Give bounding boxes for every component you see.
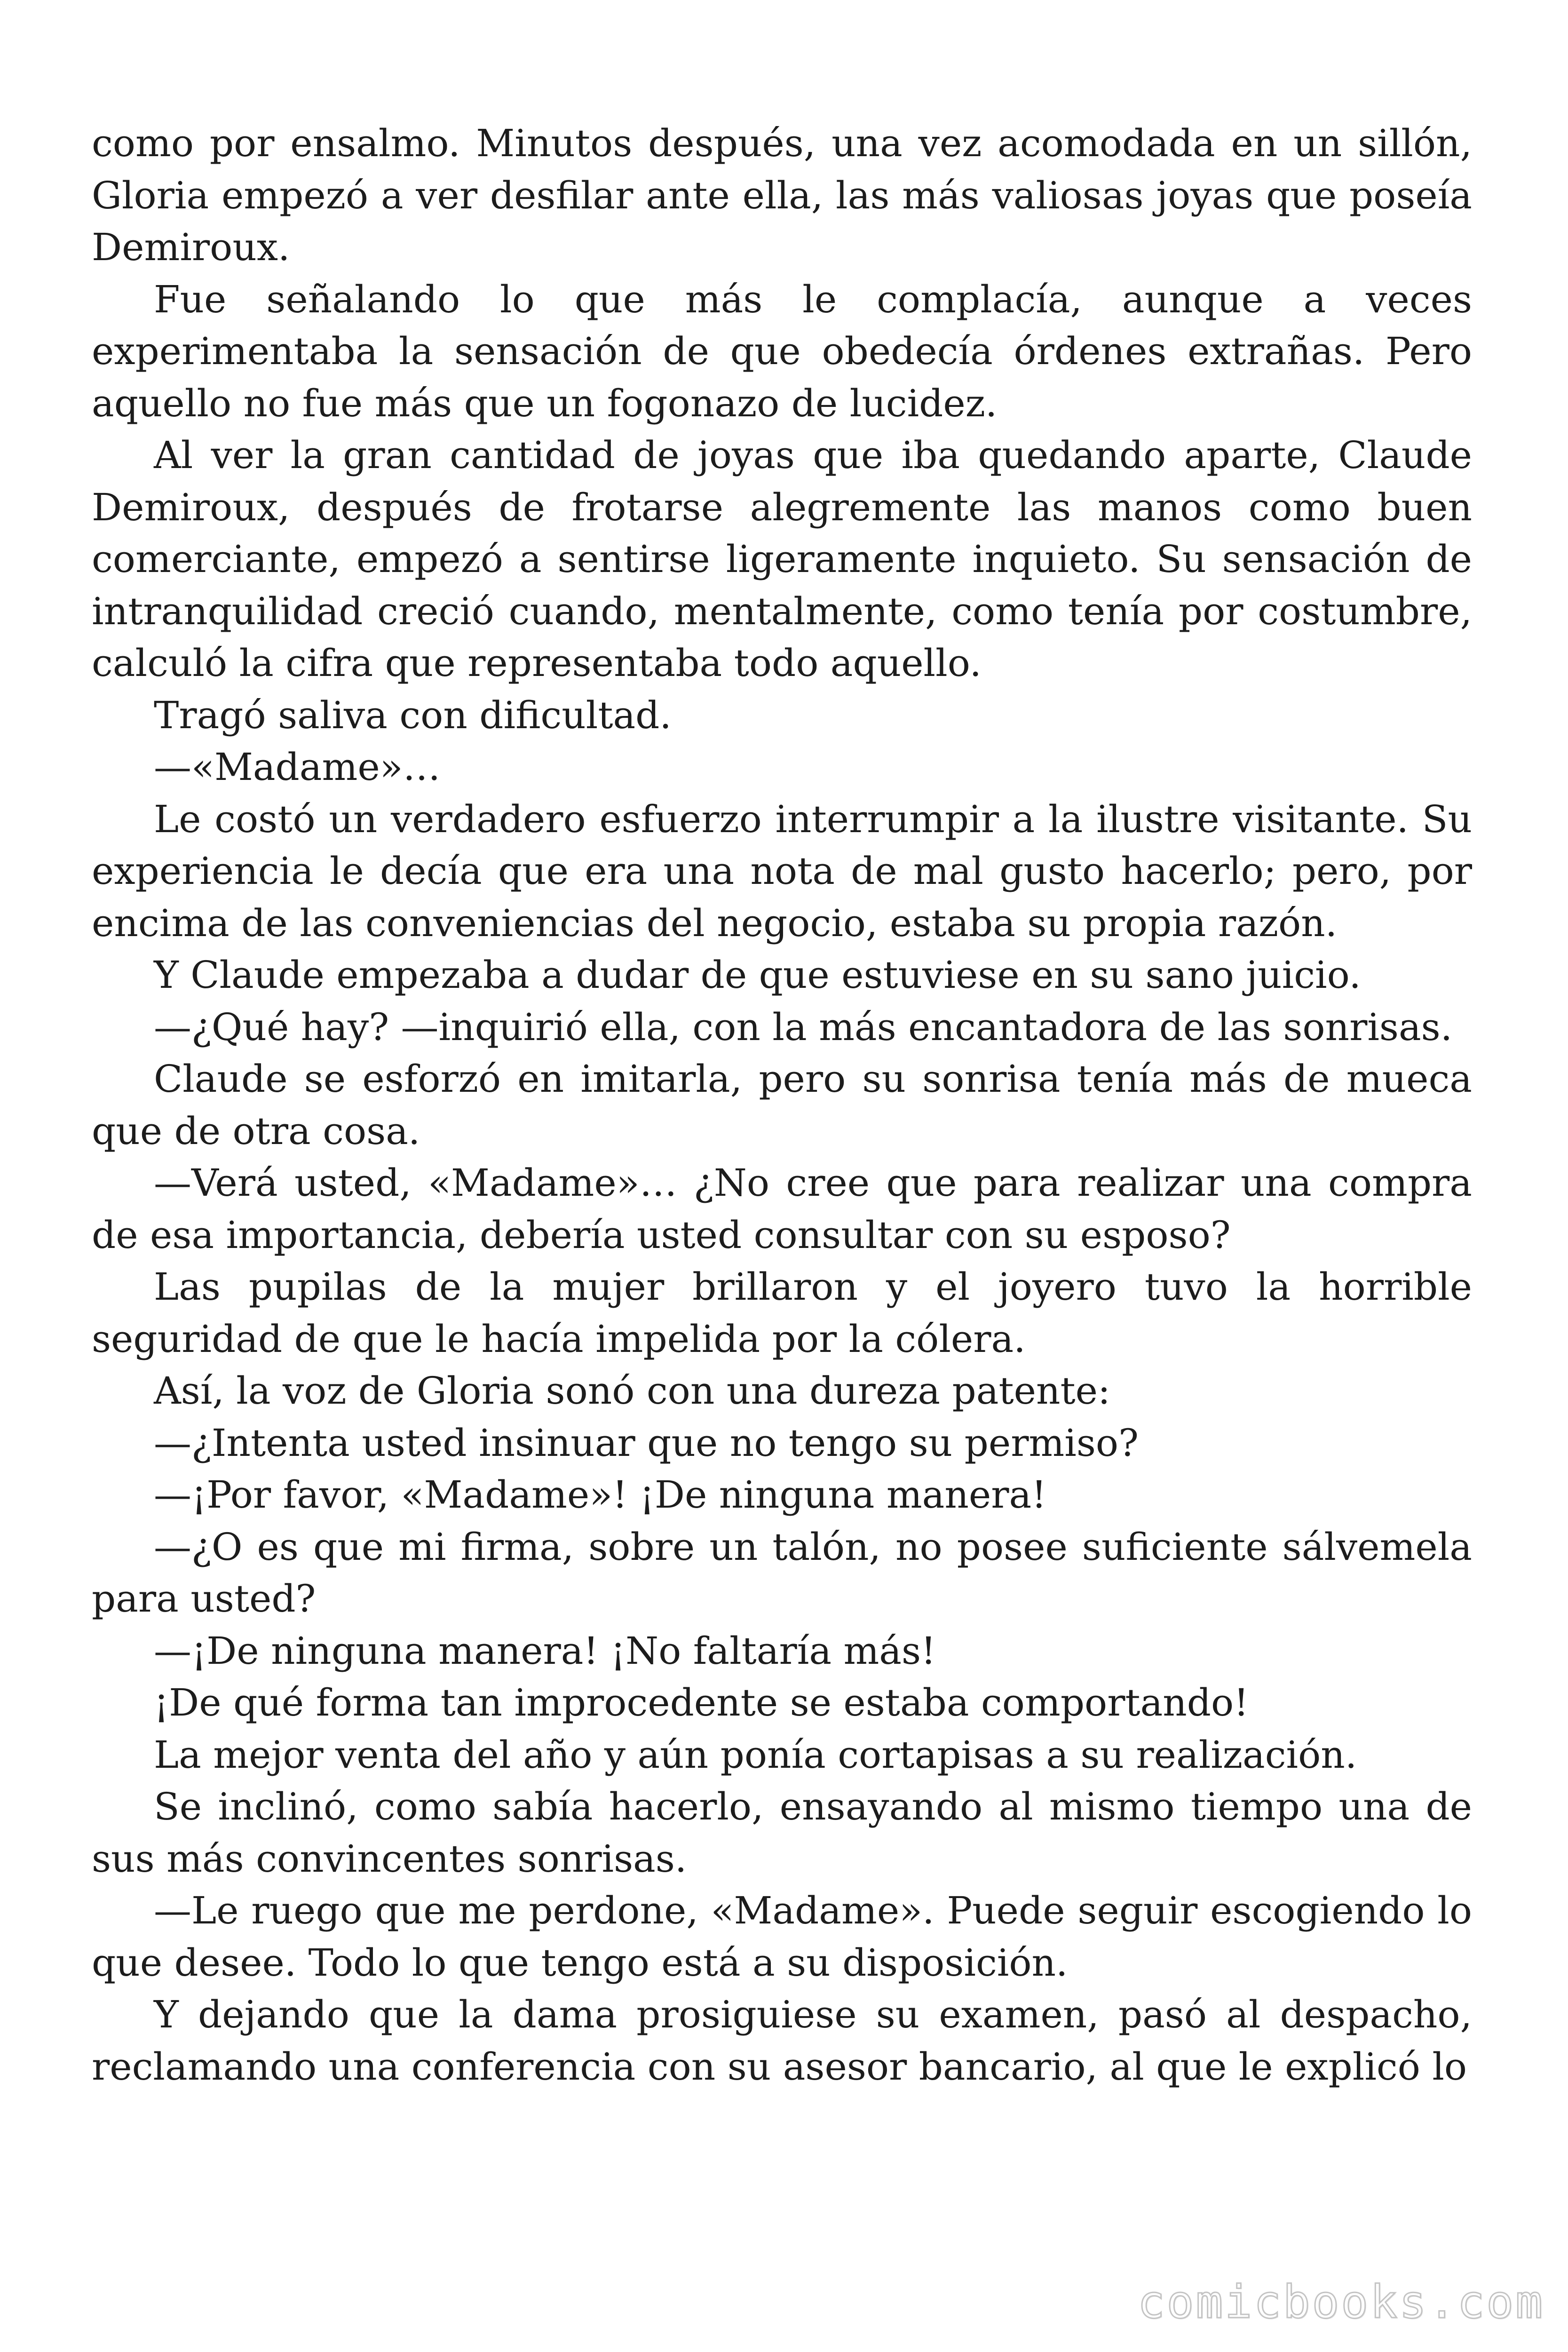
paragraph: ¡De qué forma tan improcedente se estaba comportando! (154, 1681, 1249, 1724)
paragraph: Las pupilas de la mujer brillaron y el joyero tuvo la horrible seguridad de que le hacía impelida por la cólera. (92, 1265, 1472, 1361)
dialogue-line: —¡De ninguna manera! ¡No faltaría más! (154, 1629, 936, 1673)
dialogue-line: —¿O es que mi firma, sobre un talón, no posee suficiente sálvemela para usted? (92, 1525, 1472, 1621)
paragraph: Tragó saliva con dificultad. (154, 693, 672, 737)
paragraph: Fue señalando lo que más le complacía, aunque a veces experimentaba la sensación de que obedecía órdenes extrañas. Pero aquello no fue más que un fogonazo de lucidez. (92, 277, 1472, 425)
paragraph-continuation: como por ensalmo. Minutos después, una vez acomodada en un sillón, Gloria empezó a ver desfilar ante ella, las más valiosas joyas que poseía Demiroux. (92, 121, 1472, 269)
paragraph: Le costó un verdadero esfuerzo interrumpir a la ilustre visitante. Su experiencia le decía que era una nota de mal gusto hacerlo; pero, por encima de las conveniencias del negocio, estaba su propia razón. (92, 797, 1472, 945)
dialogue-line: —¡Por favor, «Madame»! ¡De ninguna manera! (154, 1473, 1047, 1517)
paragraph: Así, la voz de Gloria sonó con una dureza patente: (154, 1369, 1110, 1413)
paragraph: Se inclinó, como sabía hacerlo, ensayando al mismo tiempo una de sus más convincentes sonrisas. (92, 1785, 1472, 1881)
paragraph: Al ver la gran cantidad de joyas que iba quedando aparte, Claude Demiroux, después de frotarse alegremente las manos como buen comerciante, empezó a sentirse ligeramente inquieto. Su sensación de intranquilidad creció cuando, mentalmente, como tenía por costumbre, calculó la cifra que representaba todo aquello. (92, 433, 1472, 685)
dialogue-line: —Le ruego que me perdone, «Madame». Puede seguir escogiendo lo que desee. Todo lo que tengo está a su disposición. (92, 1889, 1472, 1985)
dialogue-line: —¿Intenta usted insinuar que no tengo su permiso? (154, 1421, 1139, 1465)
paragraph: La mejor venta del año y aún ponía cortapisas a su realización. (154, 1732, 1357, 1777)
dialogue-line: —¿Qué hay? —inquirió ella, con la más encantadora de las sonrisas. (154, 1005, 1453, 1049)
dialogue-line: —Verá usted, «Madame»… ¿No cree que para realizar una compra de esa importancia, debería usted consultar con su esposo? (92, 1161, 1472, 1257)
body-text (92, 118, 1472, 2093)
paragraph: Claude se esforzó en imitarla, pero su sonrisa tenía más de mueca que de otra cosa. (92, 1057, 1472, 1153)
watermark-text: comicbooks.com (1137, 2276, 1544, 2328)
paragraph: Y Claude empezaba a dudar de que estuviese en su sano juicio. (154, 953, 1361, 997)
dialogue-line: —«Madame»… (154, 745, 441, 789)
paragraph-last: Y dejando que la dama prosiguiese su examen, pasó al despacho, reclamando una conferencia con su asesor bancario, al que le explicó lo (92, 1993, 1472, 2089)
